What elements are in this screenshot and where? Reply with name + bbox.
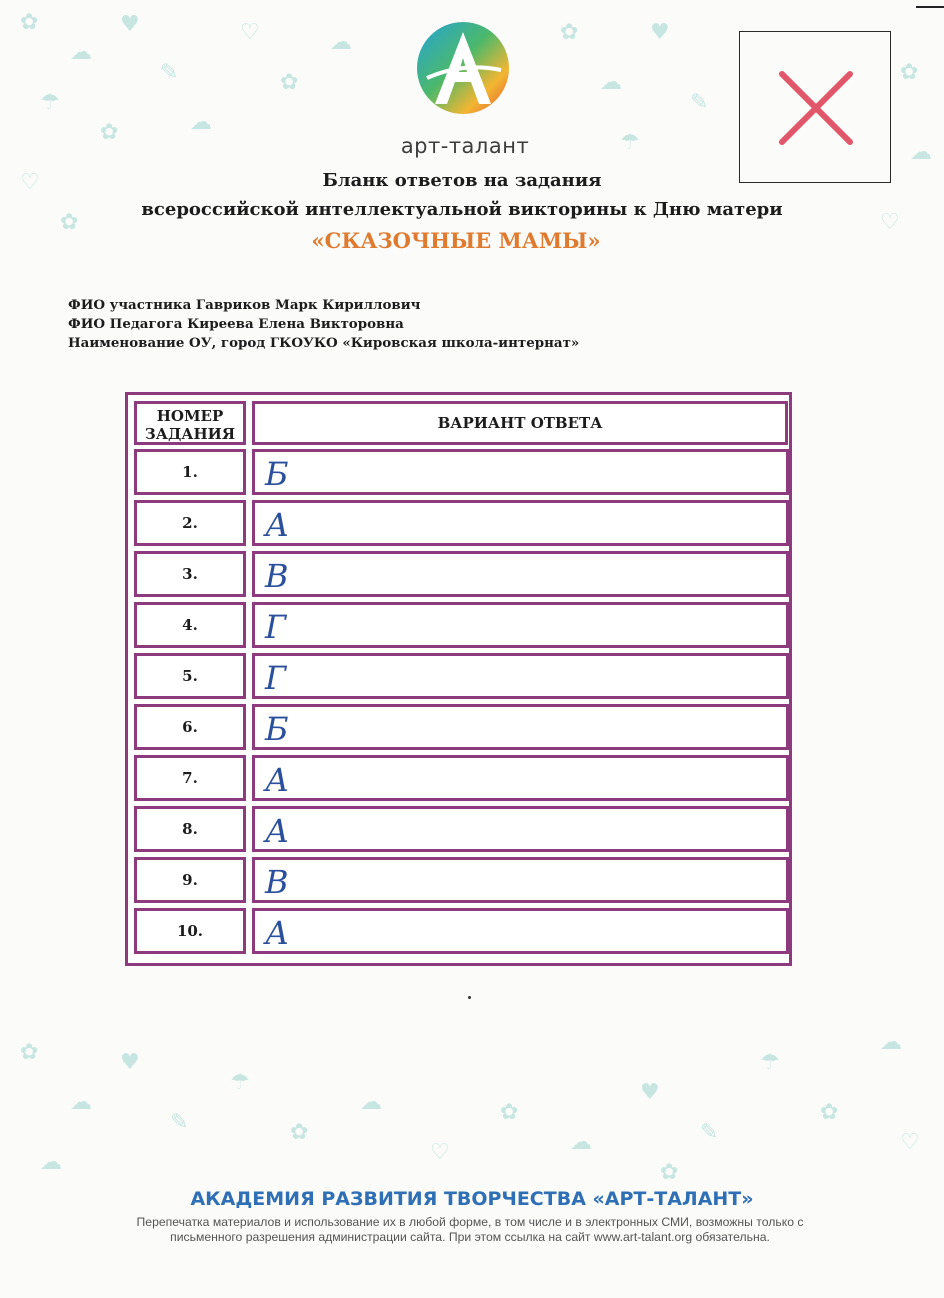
table-row — [134, 806, 789, 852]
footer-title: АКАДЕМИЯ РАЗВИТИЯ ТВОРЧЕСТВА «АРТ-ТАЛАНТ» — [190, 1188, 754, 1210]
task-number-cell: 10. — [134, 908, 246, 954]
table-row — [134, 551, 789, 597]
scan-dot — [468, 996, 471, 999]
school-name: Наименование ОУ, город ГКОУКО «Кировская школа-интернат» — [68, 335, 580, 351]
form-subtitle: всероссийской интеллектуальной викторины к Дню матери — [141, 199, 783, 220]
table-row — [134, 908, 789, 954]
handwritten-answer: Г — [265, 659, 287, 697]
participant-name: ФИО участника Гавриков Марк Кириллович — [68, 297, 421, 313]
column-header-task-number — [134, 401, 246, 445]
answer-cell — [252, 653, 789, 699]
table-row — [134, 755, 789, 801]
footer-notice — [80, 1215, 860, 1245]
column-header-task-number-line2: ЗАДАНИЯ — [144, 425, 236, 443]
footer-notice-line2: письменного разрешения администрации сайта. При этом ссылка на сайт www.art-talant.org обязательна. — [170, 1230, 770, 1244]
table-row — [134, 449, 789, 495]
task-number-cell: 2. — [134, 500, 246, 546]
answer-table — [125, 392, 792, 966]
handwritten-answer: Б — [265, 710, 289, 748]
answer-cell — [252, 908, 789, 954]
answer-cell — [252, 500, 789, 546]
handwritten-answer: В — [265, 557, 289, 595]
art-talant-logo — [413, 18, 513, 118]
answer-cell — [252, 602, 789, 648]
task-number-cell: 1. — [134, 449, 246, 495]
check-box — [739, 31, 891, 183]
brand-name: арт-талант — [400, 134, 530, 158]
answer-cell — [252, 449, 789, 495]
task-number-cell: 9. — [134, 857, 246, 903]
column-header-answer: ВАРИАНТ ОТВЕТА — [252, 401, 788, 445]
teacher-name: ФИО Педагога Киреева Елена Викторовна — [68, 316, 404, 332]
decorative-doodle-pattern-bottom: ✿ ☁ ♥ ✎ ☂ ✿ ☁ ♡ ✿ ☁ ♥ ✎ ☂ ✿ ☁ ♡ ☁ ✿ — [20, 1030, 920, 1185]
answer-cell — [252, 551, 789, 597]
form-title: Бланк ответов на задания — [322, 170, 602, 191]
handwritten-answer: А — [265, 506, 290, 544]
task-number-cell: 3. — [134, 551, 246, 597]
handwritten-answer: В — [265, 863, 289, 901]
table-row — [134, 653, 789, 699]
table-row — [134, 602, 789, 648]
participant-info — [68, 296, 579, 353]
column-header-task-number-line1: НОМЕР — [156, 407, 224, 425]
table-row — [134, 704, 789, 750]
handwritten-answer: Б — [265, 455, 289, 493]
handwritten-answer: А — [265, 914, 290, 952]
task-number-cell: 5. — [134, 653, 246, 699]
footer-notice-line1: Перепечатка материалов и использование их в любой форме, в том числе и в электронных СМИ, возможны только с — [136, 1215, 804, 1229]
table-row — [134, 857, 789, 903]
quiz-name: «СКАЗОЧНЫЕ МАМЫ» — [311, 228, 601, 253]
table-row — [134, 500, 789, 546]
handwritten-answer: А — [265, 761, 290, 799]
task-number-cell: 6. — [134, 704, 246, 750]
answer-cell — [252, 806, 789, 852]
corner-divider — [916, 6, 944, 8]
decorative-doodle-pattern-top: ✿ ☁ ♥ ✎ ☂ ✿ ☁ ♡ ✿ ☁ ✿ ☁ ♥ ✎ ☂ ✿ ☁ ♡ ✿ ♡ — [20, 10, 932, 235]
handwritten-answer: Г — [265, 608, 287, 646]
cross-mark-icon — [778, 70, 854, 146]
task-number-cell: 8. — [134, 806, 246, 852]
answer-cell — [252, 755, 789, 801]
answer-cell — [252, 857, 789, 903]
task-number-cell: 4. — [134, 602, 246, 648]
handwritten-answer: А — [265, 812, 290, 850]
answer-cell — [252, 704, 789, 750]
task-number-cell: 7. — [134, 755, 246, 801]
